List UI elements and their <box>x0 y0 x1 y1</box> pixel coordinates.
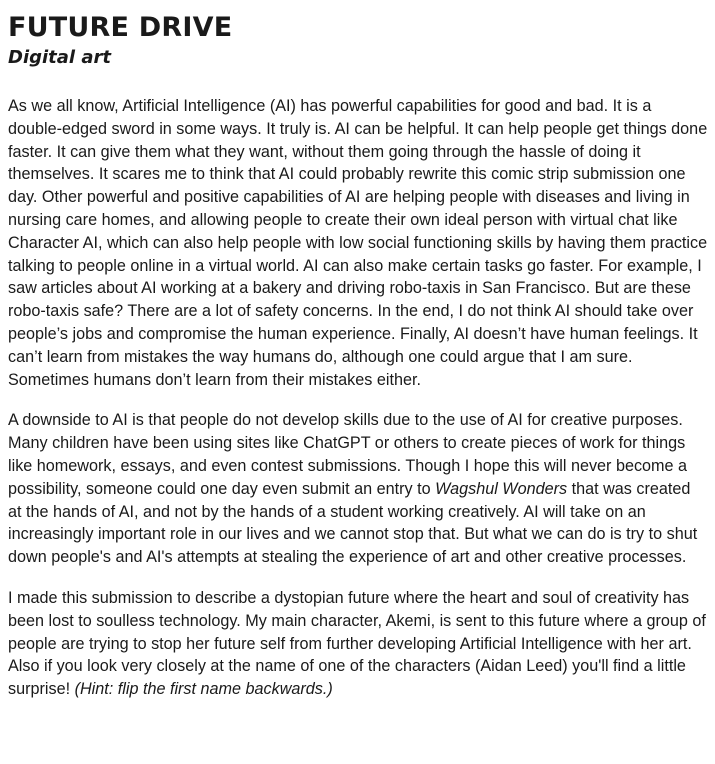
paragraph-1-text: As we all know, Artificial Intelligence (AI) has powerful capabilities for good and bad. It is a double-edged sword in some ways. It truly is. AI can be helpful. It can help people get things done faster. It can give them what they want, without them going through the hassle of doing it themselves. It scares me to think that AI could probably rewrite this comic strip submission one day. Other powerful and positive capabilities of AI are helping people with diseases and living in nursing care homes, and allowing people to create their own ideal person with virtual chat like Character AI, which can also help people with low social functioning skills by having them practice talking to people online in a virtual world. AI can also make certain tasks go faster. For example, I saw articles about AI working at a bakery and driving robo-taxis in San Francisco. But are these robo-taxis safe? There are a lot of safety concerns. In the end, I do not think AI should take over people’s jobs and compromise the human experience. Finally, AI doesn’t have human feelings. It can’t learn from mistakes the way humans do, although one could argue that I am sure. Sometimes humans don’t learn from their mistakes either. <box>8 97 708 389</box>
page-subtitle: Digital art <box>8 47 111 68</box>
paragraph-1 <box>8 95 708 391</box>
article-body <box>8 95 708 701</box>
paragraph-2 <box>8 409 708 569</box>
page-title: FUTURE DRIVE <box>8 12 233 43</box>
paragraph-2-text-end: that was created at the hands of AI, and not by the hands of a student working creatively. AI will take on an increasingly important role in our lives and we cannot stop that. But what we can do is try to shut down people's and AI's attempts at stealing the experience of art and other creative processes. <box>8 479 698 567</box>
paragraph-3-text: I made this submission to describe a dystopian future where the heart and soul of creativity has been lost to soulless technology. My main character, Akemi, is sent to this future where a group of people are trying to stop her future self from further developing Artificial Intelligence with her art. Also if you look very closely at the name of one of the characters (Aidan Leed) you'll find a little surprise! <box>8 588 706 699</box>
hint-text: (Hint: flip the first name backwards.) <box>74 680 333 699</box>
paragraph-3 <box>8 587 708 701</box>
paragraph-2-text-start: A downside to AI is that people do not develop skills due to the use of AI for creative purposes. Many children have been using sites like ChatGPT or others to create pieces of work for things like homework, essays, and even contest submissions. Though I hope this will never become a possibility, someone could one day even submit an entry to <box>8 411 688 498</box>
contest-name: Wagshul Wonders <box>435 479 568 498</box>
